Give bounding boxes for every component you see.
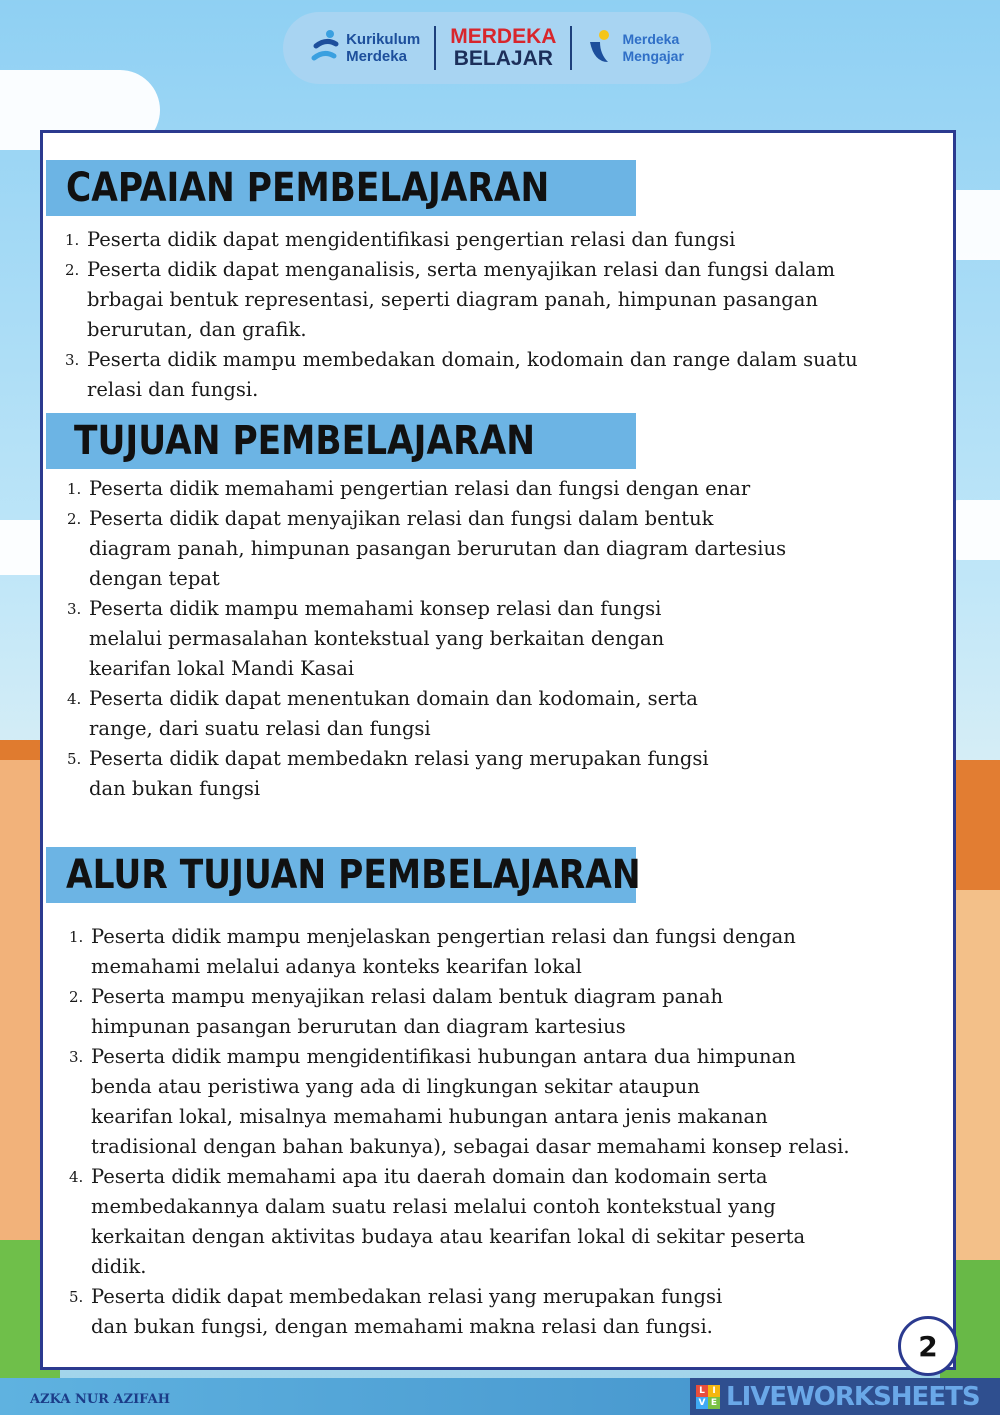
merdeka-text: MERDEKA: [450, 25, 557, 48]
belajar-text: BELAJAR: [453, 47, 553, 70]
list-item: [69, 1282, 850, 1342]
list-item: [69, 1162, 850, 1282]
item-text: Peserta didik dapat menyajikan relasi dan fungsi dalam bentuk diagram panah, himpunan pasangan berurutan dan diagram dartesius dengan tepat: [89, 507, 787, 590]
list-item: [67, 684, 786, 744]
list-item: [65, 225, 858, 255]
logo-divider: [570, 26, 572, 70]
section-title: TUJUAN PEMBELAJARAN: [74, 418, 536, 464]
list-item: [67, 744, 786, 804]
kurikulum-merdeka-text: Kurikulum Merdeka: [346, 31, 421, 65]
content-card: [40, 130, 956, 1370]
item-text: Peserta didik mampu mengidentifikasi hubungan antara dua himpunan benda atau peristiwa yang ada di lingkungan sekitar ataupun kearifan lokal, misalnya memahami hubungan antara jenis makanan tradisional dengan bahan bakunya), sebagai dasar memahami konsep relasi.: [91, 1045, 850, 1158]
item-number: 1.: [65, 231, 80, 249]
item-text: Peserta didik mampu menjelaskan pengertian relasi dan fungsi dengan memahami melalui adanya konteks kearifan lokal: [91, 925, 796, 978]
item-number: 5.: [69, 1288, 84, 1306]
liveworksheets-logo-icon: [696, 1385, 720, 1409]
merdeka-mengajar-logo: [586, 28, 683, 68]
item-number: 5.: [67, 750, 82, 768]
item-number: 1.: [67, 480, 82, 498]
list-item: [69, 1042, 850, 1162]
merdeka-mengajar-icon: [586, 28, 616, 68]
logo-letter: V: [696, 1397, 708, 1409]
list-item: [67, 504, 786, 594]
merdeka-belajar-logo: [450, 26, 556, 70]
liveworksheets-text: LIVEWORKSHEETS: [726, 1381, 980, 1412]
item-number: 3.: [65, 351, 80, 369]
author-name: AZKA NUR AZIFAH: [30, 1392, 171, 1407]
list-item: [69, 982, 850, 1042]
tujuan-list: [67, 474, 786, 804]
logo-divider: [434, 26, 436, 70]
section-banner-alur: [46, 847, 641, 903]
item-number: 2.: [65, 261, 80, 279]
item-text: Peserta didik mampu memahami konsep relasi dan fungsi melalui permasalahan kontekstual yang berkaitan dengan kearifan lokal Mandi Kasai: [89, 597, 665, 680]
item-text: Peserta didik dapat membedakan relasi yang merupakan fungsi dan bukan fungsi, dengan memahami makna relasi dan fungsi.: [91, 1285, 723, 1338]
liveworksheets-brand[interactable]: [690, 1378, 1000, 1415]
section-banner-tujuan: [46, 413, 636, 469]
capaian-list: [65, 225, 858, 405]
item-text: Peserta didik dapat menganalisis, serta menyajikan relasi dan fungsi dalam brbagai bentuk representasi, seperti diagram panah, himpunan pasangan berurutan, dan grafik.: [87, 258, 836, 341]
item-text: Peserta didik dapat membedakn relasi yang merupakan fungsi dan bukan fungsi: [89, 747, 709, 800]
item-number: 3.: [67, 600, 82, 618]
kurikulum-merdeka-logo: [310, 28, 420, 68]
merdeka-mengajar-text: Merdeka Mengajar: [622, 31, 684, 64]
list-item: [67, 594, 786, 684]
page-number: 2: [898, 1316, 958, 1376]
logo-letter: L: [696, 1385, 708, 1397]
list-item: [65, 255, 858, 345]
item-number: 4.: [67, 690, 82, 708]
item-number: 2.: [67, 510, 82, 528]
list-item: [67, 474, 786, 504]
item-text: Peserta didik dapat mengidentifikasi pengertian relasi dan fungsi: [87, 228, 736, 251]
alur-list: [69, 922, 850, 1342]
item-text: Peserta mampu menyajikan relasi dalam bentuk diagram panah himpunan pasangan berurutan dan diagram kartesius: [91, 985, 724, 1038]
list-item: [65, 345, 858, 405]
item-number: 3.: [69, 1048, 84, 1066]
logo-letter: I: [708, 1385, 720, 1397]
section-title: ALUR TUJUAN PEMBELAJARAN: [66, 852, 641, 898]
item-text: Peserta didik memahami pengertian relasi dan fungsi dengan enar: [89, 477, 751, 500]
item-text: Peserta didik mampu membedakan domain, kodomain dan range dalam suatu relasi dan fungsi.: [87, 348, 858, 401]
item-number: 4.: [69, 1168, 84, 1186]
item-number: 1.: [69, 928, 84, 946]
section-banner-capaian: [46, 160, 636, 216]
logo-letter: E: [708, 1397, 720, 1409]
item-text: Peserta didik dapat menentukan domain dan kodomain, serta range, dari suatu relasi dan fungsi: [89, 687, 698, 740]
list-item: [69, 922, 850, 982]
section-title: CAPAIAN PEMBELAJARAN: [66, 165, 550, 211]
kurikulum-merdeka-icon: [310, 28, 340, 68]
item-text: Peserta didik memahami apa itu daerah domain dan kodomain serta membedakannya dalam suatu relasi melalui contoh kontekstual yang kerkaitan dengan aktivitas budaya atau kearifan lokal di sekitar peserta didik.: [91, 1165, 806, 1278]
header-logos: [283, 12, 711, 84]
item-number: 2.: [69, 988, 84, 1006]
